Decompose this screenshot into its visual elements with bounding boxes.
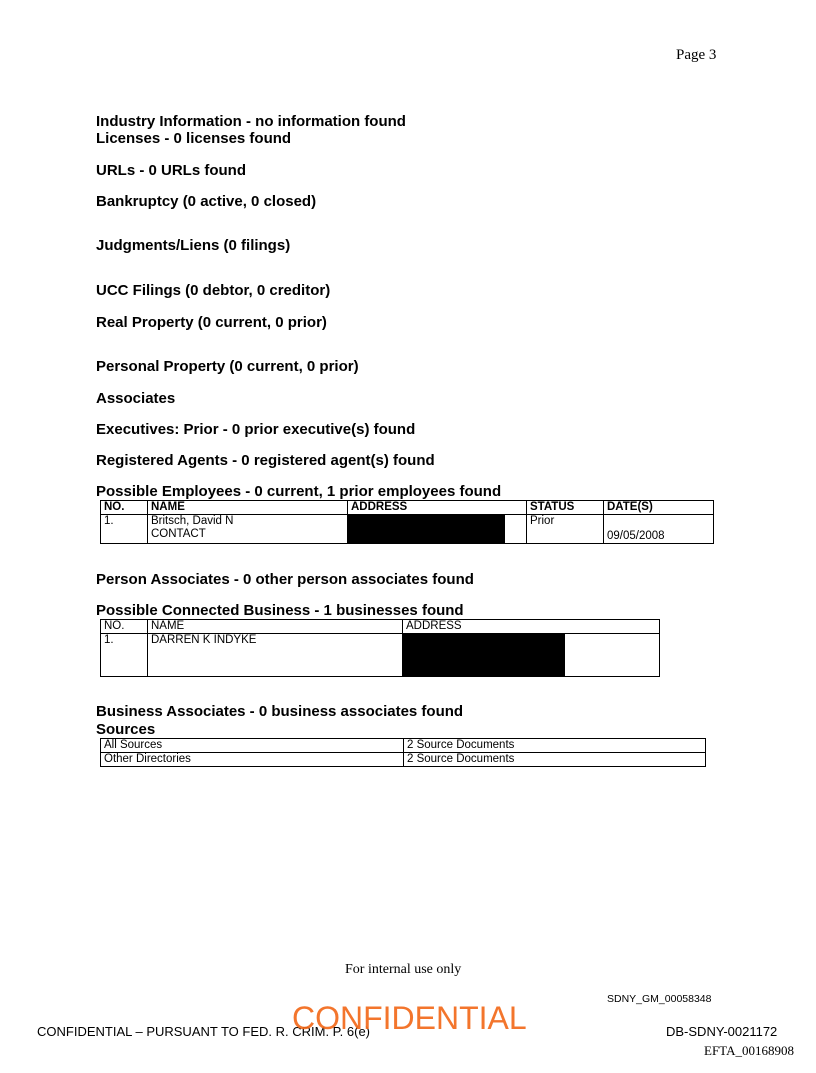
table-header-row bbox=[101, 620, 660, 634]
sources-table bbox=[100, 738, 706, 767]
col-header: ADDRESS bbox=[348, 501, 527, 515]
col-header: NO. bbox=[101, 620, 148, 634]
personal-property-heading: Personal Property (0 current, 0 prior) bbox=[96, 358, 359, 375]
source-label: Other Directories bbox=[101, 753, 404, 767]
efta-number: EFTA_00168908 bbox=[704, 1043, 794, 1058]
person-associates-heading: Person Associates - 0 other person associates found bbox=[96, 571, 474, 588]
source-value: 2 Source Documents bbox=[404, 739, 706, 753]
confidential-notice: CONFIDENTIAL – PURSUANT TO FED. R. CRIM. P. 6(e) bbox=[37, 1024, 371, 1039]
judgments-heading: Judgments/Liens (0 filings) bbox=[96, 237, 291, 254]
ucc-heading: UCC Filings (0 debtor, 0 creditor) bbox=[96, 282, 331, 299]
table-row bbox=[101, 739, 706, 753]
col-header: STATUS bbox=[527, 501, 604, 515]
date-cell: 09/05/2008 bbox=[604, 515, 714, 544]
redaction-block bbox=[348, 515, 505, 543]
redaction-block bbox=[403, 633, 565, 676]
source-value: 2 Source Documents bbox=[404, 753, 706, 767]
urls-heading: URLs - 0 URLs found bbox=[96, 162, 246, 179]
connected-business-heading: Possible Connected Business - 1 businesses found bbox=[96, 602, 464, 619]
row-number: 1. bbox=[101, 515, 148, 544]
employee-name-cell bbox=[148, 515, 348, 544]
internal-use-note: For internal use only bbox=[345, 962, 462, 977]
real-property-heading: Real Property (0 current, 0 prior) bbox=[96, 314, 327, 331]
registered-agents-heading: Registered Agents - 0 registered agent(s) found bbox=[96, 452, 435, 469]
confidential-stamp: CONFIDENTIAL bbox=[292, 1000, 527, 1036]
table-row bbox=[101, 753, 706, 767]
licenses-heading: Licenses - 0 licenses found bbox=[96, 130, 292, 147]
address-cell bbox=[348, 515, 527, 544]
business-associates-heading: Business Associates - 0 business associates found bbox=[96, 703, 464, 720]
possible-employees-heading: Possible Employees - 0 current, 1 prior employees found bbox=[96, 483, 502, 500]
business-table bbox=[100, 619, 660, 677]
industry-info-heading: Industry Information - no information found bbox=[96, 113, 406, 130]
source-label: All Sources bbox=[101, 739, 404, 753]
employee-name: Britsch, David N bbox=[151, 515, 234, 527]
status-cell: Prior bbox=[527, 515, 604, 544]
row-number: 1. bbox=[101, 634, 148, 677]
business-name: DARREN K INDYKE bbox=[148, 634, 403, 677]
bankruptcy-heading: Bankruptcy (0 active, 0 closed) bbox=[96, 193, 317, 210]
associates-heading: Associates bbox=[96, 390, 176, 407]
bates-db: DB-SDNY-0021172 bbox=[666, 1024, 778, 1039]
col-header: ADDRESS bbox=[403, 620, 660, 634]
employees-table bbox=[100, 500, 714, 544]
table-row bbox=[101, 515, 714, 544]
col-header: DATE(S) bbox=[604, 501, 714, 515]
page-number: Page 3 bbox=[676, 47, 717, 63]
executives-heading: Executives: Prior - 0 prior executive(s) found bbox=[96, 421, 416, 438]
col-header: NAME bbox=[148, 620, 403, 634]
sources-heading: Sources bbox=[96, 721, 156, 738]
col-header: NAME bbox=[148, 501, 348, 515]
employee-role: CONTACT bbox=[151, 528, 206, 540]
bates-sdny: SDNY_GM_00058348 bbox=[607, 993, 712, 1005]
address-cell bbox=[403, 634, 660, 677]
col-header: NO. bbox=[101, 501, 148, 515]
table-row bbox=[101, 634, 660, 677]
table-header-row bbox=[101, 501, 714, 515]
